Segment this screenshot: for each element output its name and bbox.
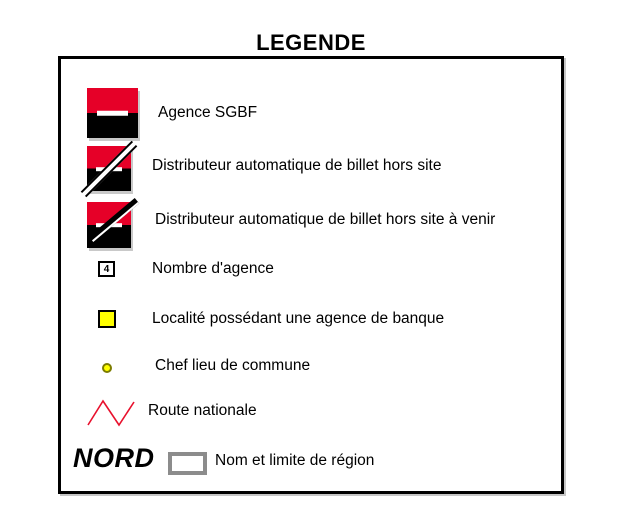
- legend-item-label-chef-lieu: Chef lieu de commune: [155, 357, 311, 374]
- region-name-sample: NORD: [73, 443, 155, 473]
- legend-item-label-route-nationale: Route nationale: [148, 402, 257, 419]
- legend-item-label-localite: Localité possédant une agence de banque: [152, 310, 445, 327]
- legend-item-label-dab-hors-site: Distributeur automatique de billet hors site: [152, 157, 442, 174]
- sg-logo-icon: [87, 88, 138, 138]
- sg-logo-white-diagonal-icon: [87, 146, 131, 191]
- legend-item-label-agence-sgbf: Agence SGBF: [158, 104, 258, 121]
- white-diagonal-stripe: [81, 140, 138, 197]
- yellow-square-icon: [98, 310, 116, 328]
- agency-count: 4: [103, 263, 110, 275]
- region-rect-icon: [168, 452, 207, 475]
- sg-logo-black-diagonal-icon: [87, 202, 131, 248]
- count-box-icon: [98, 261, 115, 277]
- red-zigzag-icon: [86, 398, 138, 428]
- legend-item-label-nombre-agence: Nombre d'agence: [152, 260, 274, 277]
- legend-item-label-nom-limite-region: Nom et limite de région: [215, 452, 375, 469]
- sg-logo-bar: [97, 111, 128, 116]
- legend-item-label-dab-a-venir: Distributeur automatique de billet hors site à venir: [155, 211, 496, 228]
- legend-title: LEGENDE: [256, 30, 366, 55]
- yellow-dot-icon: [102, 363, 112, 373]
